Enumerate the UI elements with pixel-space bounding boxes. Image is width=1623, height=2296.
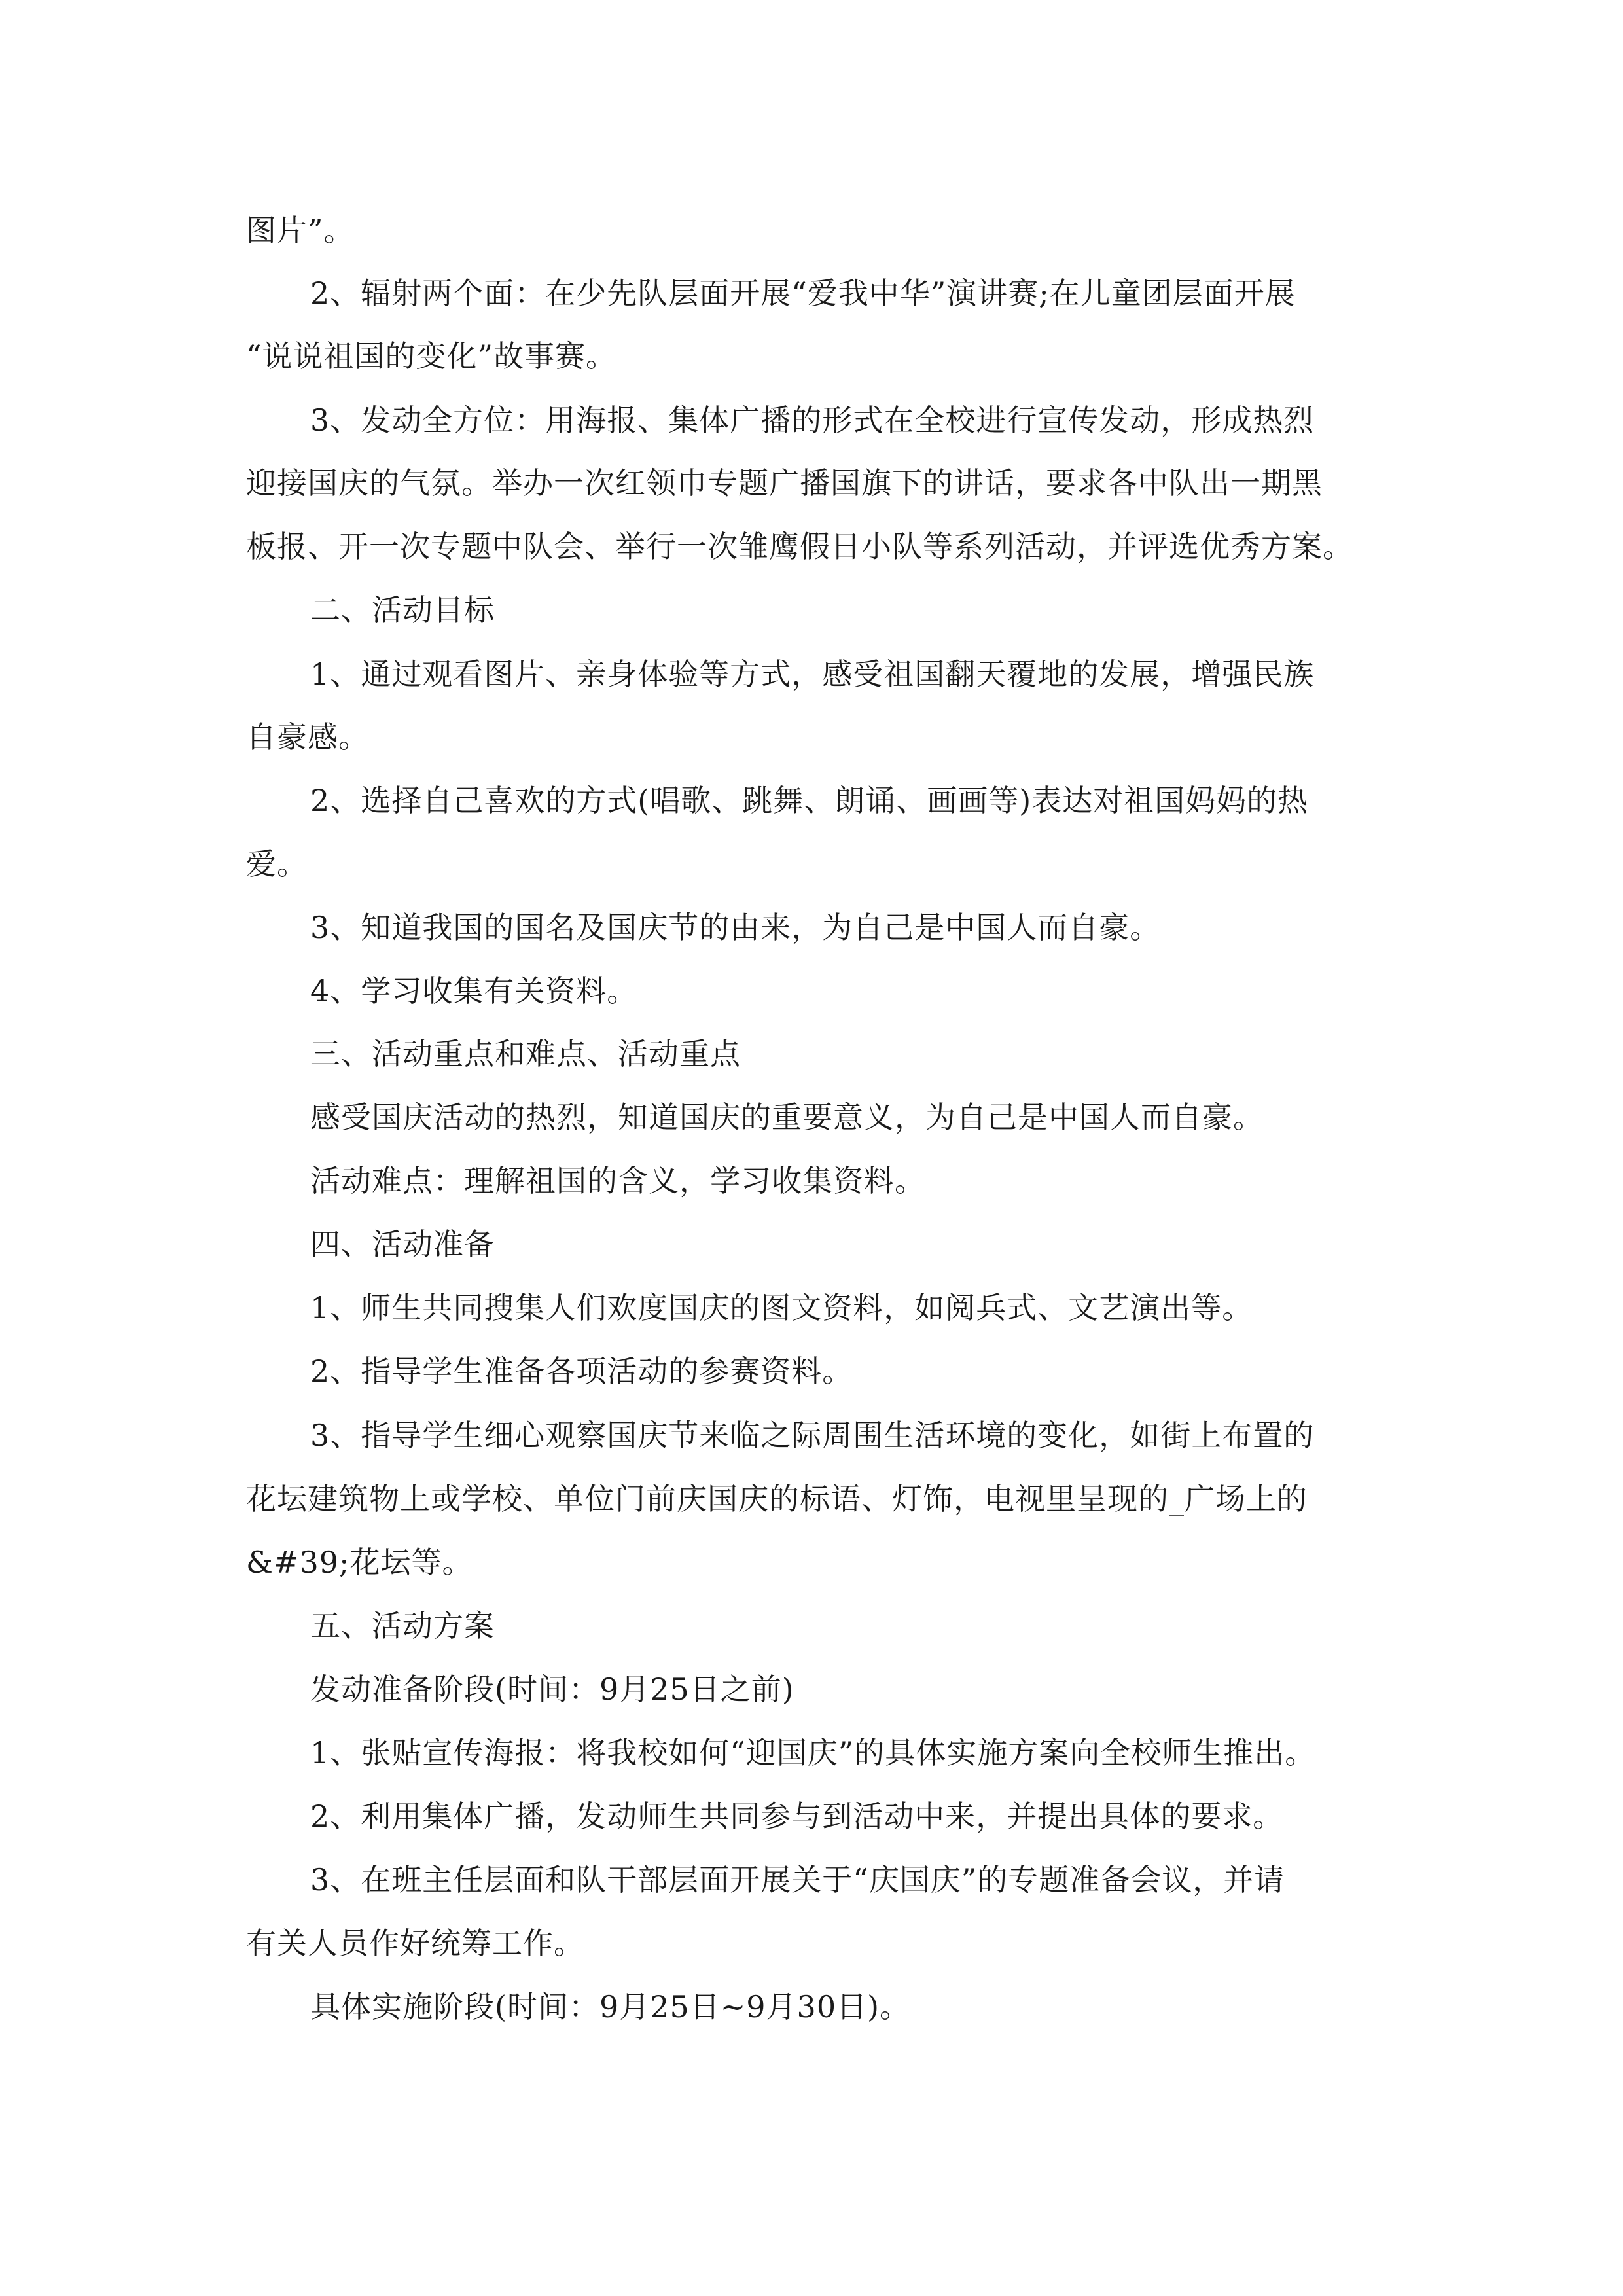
text-line: 3、指导学生细心观察国庆节来临之际周围生活环境的变化，如街上布置的 bbox=[310, 1418, 1315, 1453]
text-line: 2、指导学生准备各项活动的参赛资料。 bbox=[310, 1354, 853, 1389]
text-line: 1、通过观看图片、亲身体验等方式，感受祖国翻天覆地的发展，增强民族 bbox=[310, 656, 1315, 692]
text-line: 自豪感。 bbox=[246, 719, 369, 755]
text-line: 爱。 bbox=[246, 846, 308, 882]
section-heading: 五、活动方案 bbox=[310, 1608, 495, 1643]
text-line: 迎接国庆的气氛。举办一次红领巾专题广播国旗下的讲话，要求各中队出一期黑 bbox=[246, 465, 1323, 501]
section-heading: 四、活动准备 bbox=[310, 1227, 495, 1262]
text-line: 板报、开一次专题中队会、举行一次雏鹰假日小队等系列活动，并评选优秀方案。 bbox=[246, 529, 1353, 564]
text-line: 发动准备阶段(时间：9月25日之前) bbox=[310, 1672, 794, 1707]
text-line: 3、在班主任层面和队干部层面开展关于“庆国庆”的专题准备会议，并请 bbox=[310, 1862, 1285, 1897]
text-line: 1、师生共同搜集人们欢度国庆的图文资料，如阅兵式、文艺演出等。 bbox=[310, 1290, 1253, 1325]
text-line: &#39;花坛等。 bbox=[246, 1545, 473, 1580]
text-line: 图片”。 bbox=[246, 213, 355, 248]
text-line: 有关人员作好统筹工作。 bbox=[246, 1926, 584, 1961]
text-line: 3、知道我国的国名及国庆节的由来，为自己是中国人而自豪。 bbox=[310, 910, 1161, 945]
text-line: 2、选择自己喜欢的方式(唱歌、跳舞、朗诵、画画等)表达对祖国妈妈的热 bbox=[310, 783, 1309, 818]
text-line: “说说祖国的变化”故事赛。 bbox=[246, 338, 617, 374]
text-line: 感受国庆活动的热烈，知道国庆的重要意义，为自己是中国人而自豪。 bbox=[310, 1100, 1264, 1135]
text-line: 1、张贴宣传海报：将我校如何“迎国庆”的具体实施方案向全校师生推出。 bbox=[310, 1735, 1316, 1770]
text-line: 4、学习收集有关资料。 bbox=[310, 973, 638, 1009]
text-line: 3、发动全方位：用海报、集体广播的形式在全校进行宣传发动，形成热烈 bbox=[310, 403, 1315, 438]
text-line: 花坛建筑物上或学校、单位门前庆国庆的标语、灯饰，电视里呈现的_广场上的 bbox=[246, 1481, 1308, 1516]
text-line: 活动难点：理解祖国的含义，学习收集资料。 bbox=[310, 1163, 925, 1198]
text-line: 具体实施阶段(时间：9月25日~9月30日)。 bbox=[310, 1989, 911, 2024]
text-line: 2、利用集体广播，发动师生共同参与到活动中来，并提出具体的要求。 bbox=[310, 1799, 1284, 1834]
text-line: 2、辐射两个面：在少先队层面开展“爱我中华”演讲赛;在儿童团层面开展 bbox=[310, 276, 1296, 311]
section-heading: 三、活动重点和难点、活动重点 bbox=[310, 1036, 741, 1071]
section-heading: 二、活动目标 bbox=[310, 592, 495, 628]
